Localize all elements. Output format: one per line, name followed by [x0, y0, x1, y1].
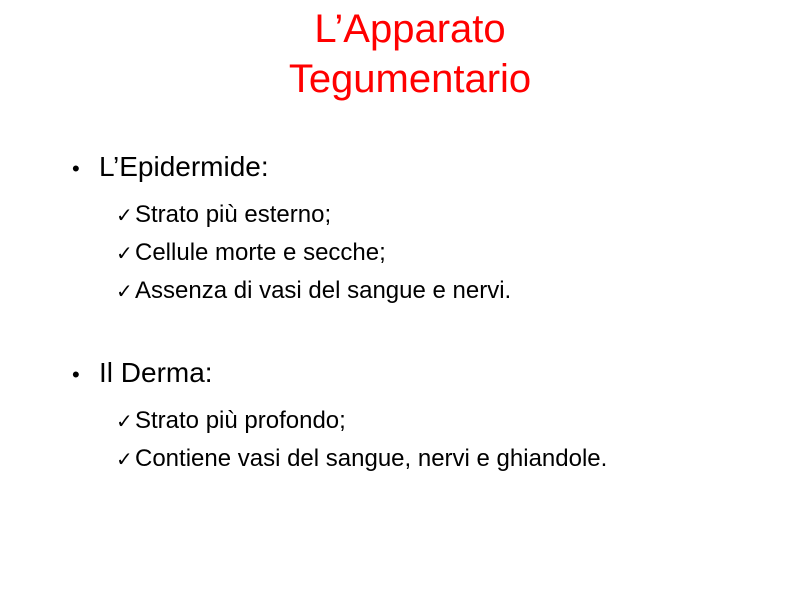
sub-list: [116, 196, 511, 310]
bullet-icon: •: [72, 362, 80, 387]
title-line-1: L’Apparato: [314, 7, 506, 51]
section-heading: Il Derma:: [99, 357, 213, 388]
section-epidermide: [72, 149, 511, 310]
checkmark-icon: ✓: [116, 447, 133, 471]
list-item-text: Assenza di vasi del sangue e nervi.: [135, 277, 512, 304]
checkmark-icon: ✓: [116, 409, 133, 433]
list-item: [116, 402, 607, 440]
list-item-text: Cellule morte e secche;: [135, 239, 386, 266]
list-item: [116, 196, 511, 234]
checkmark-icon: ✓: [116, 279, 133, 303]
checkmark-icon: ✓: [116, 241, 133, 265]
bullet-icon: •: [72, 156, 80, 181]
checkmark-icon: ✓: [116, 203, 133, 227]
list-item: [116, 234, 511, 272]
slide-title: [100, 4, 720, 104]
sub-list: [116, 402, 607, 478]
section-derma: [72, 355, 607, 478]
section-heading: L’Epidermide:: [99, 151, 269, 182]
list-item-text: Strato più profondo;: [135, 407, 346, 434]
list-item-text: Contiene vasi del sangue, nervi e ghiandole.: [135, 445, 608, 472]
section-heading-row: [72, 149, 511, 187]
section-heading-row: [72, 355, 607, 393]
title-line-2: Tegumentario: [288, 57, 532, 101]
list-item-text: Strato più esterno;: [135, 201, 332, 228]
list-item: [116, 440, 607, 478]
list-item: [116, 272, 511, 310]
